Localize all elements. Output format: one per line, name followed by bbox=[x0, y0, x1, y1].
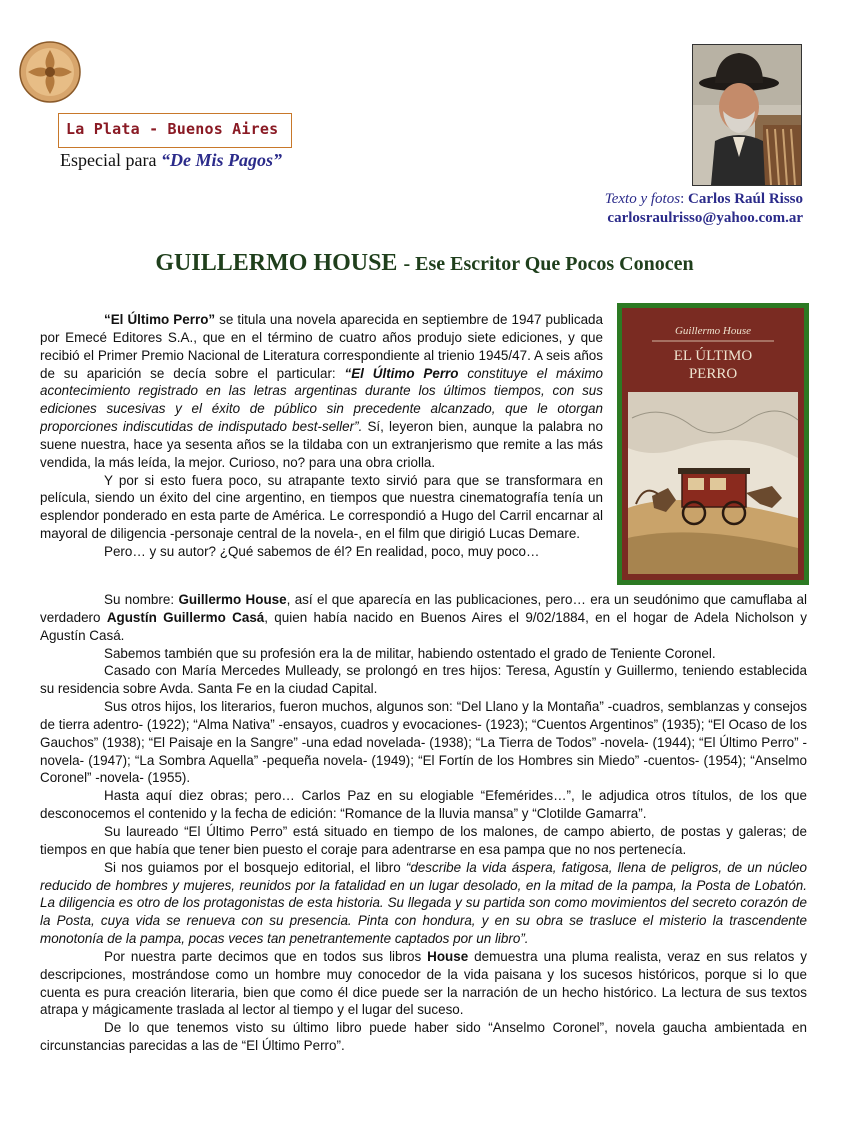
title-main: GUILLERMO HOUSE bbox=[155, 250, 398, 276]
book-cover-title-line1: EL ÚLTIMO bbox=[673, 348, 753, 364]
house-bold: House bbox=[427, 948, 469, 964]
p1-quote: constituye el máximo acontecimiento registrado en las letras argentinas durante los últimos tiempos, con sus ediciones sucesivas y el éxito de público sin precedente alcanzado, que le otorgan proporciones indiscutidas de indisputado best-seller”. bbox=[40, 365, 604, 435]
author-photo bbox=[692, 44, 802, 186]
p1-text-end: Sí, leyeron bien, aunque la palabra no suene nuestra, hace ya sesenta años se la tildaba con un extranjerismo que remite a las más vendida, la más leída, la mejor. Curioso, no? para una obra criolla. bbox=[40, 419, 603, 470]
paragraph-4 bbox=[40, 591, 807, 645]
book-cover-title-line2: PERRO bbox=[688, 366, 738, 382]
paragraph-12: De lo que tenemos visto su último libro puede haber sido “Anselmo Coronel”, novela gaucha ambientada en circunstancias parecidas a las de “El Último Perro”. bbox=[40, 1020, 807, 1054]
location-label: La Plata - Buenos Aires bbox=[66, 120, 279, 138]
especial-prefix: Especial para bbox=[60, 150, 157, 170]
credit-separator: : bbox=[680, 191, 688, 207]
paragraph-6: Casado con María Mercedes Mulleady, se prolongó en tres hijos: Teresa, Agustín y Guillermo, teniendo establecida su residencia sobre Avda. Santa Fe en la ciudad Capital. bbox=[40, 663, 807, 697]
pseudonym-bold: Guillermo House bbox=[178, 592, 287, 607]
especial-line bbox=[60, 150, 282, 171]
cover-float-spacer bbox=[603, 311, 807, 591]
title-subtitle: - Ese Escritor Que Pocos Conocen bbox=[403, 253, 694, 275]
credit-label: Texto y fotos bbox=[604, 191, 681, 207]
paragraph-9: Su laureado “El Último Perro” está situado en tiempo de los malones, de campo abierto, de postas y galeras; de tiempos en que había que tener bien puesto el coraje para adentrarse en esa pampa que no nos pertenecía. bbox=[40, 823, 807, 857]
p11-text: Por nuestra parte decimos que en todos sus libros bbox=[104, 948, 428, 964]
credits bbox=[605, 190, 803, 228]
p4-text-mid: , así el que aparecía en las publicaciones, pero… era un seudónimo que camuflaba al verdadero bbox=[40, 592, 807, 625]
article-body bbox=[40, 311, 807, 1136]
article-title bbox=[0, 250, 849, 277]
p10-text: Si nos guiamos por el bosquejo editorial, el libro bbox=[104, 859, 406, 875]
author-email: carlosraulrisso@yahoo.com.ar bbox=[607, 210, 803, 226]
paragraph-7: Sus otros hijos, los literarios, fueron muchos, algunos son: “Del Llano y la Montaña” -cuadros, semblanzas y consejos de tierra adentro- (1922); “Alma Nativa” -ensayos, cuadros y evocaciones- (1923); “Cuentos Argentinos” (1935); “El Ocaso de los Gauchos” (1938); “El Paisaje en la Sangre” -una edad novelada- (1938); “La Tierra de Todos” -novela- (1944); “El Último Perro” -novela- (1947); “La Sombra Aquella” -pequeña novela- (1949); “El Fortín de los Hombres sin Miedo” -cuentos- (1954); “Anselmo Coronel” -novela- (1955). bbox=[40, 699, 807, 786]
p11-text-end: demuestra una pluma realista, veraz en sus relatos y descripciones, mostrándose como un hombre muy conocedor de la vida paisana y los sucesos históricos, porque si lo que cuenta es pura creación literaria, bien que como él dice puede ser la narración de un hecho histórico. La lectura de sus textos atrapa y mágicamente traslada al lector al tiempo y el lugar del suceso. bbox=[40, 948, 807, 1018]
paragraph-8: Hasta aquí diez obras; pero… Carlos Paz en su elogiable “Efemérides…”, le adjudica otros títulos, de los que desconocemos el contenido y la fecha de edición: “Romance de la lluvia mansa” y “Clotilde Gamarra”. bbox=[40, 788, 807, 822]
paragraph-11 bbox=[40, 948, 807, 1019]
real-name-bold: Agustín Guillermo Casá bbox=[106, 609, 265, 625]
p10-quote: “describe la vida áspera, fatigosa, llena de peligros, de un núcleo reducido de hombres y mujeres, reunidos por la fatalidad en un lugar desolado, en la mitad de la pampa, la Posta de Lobatón. La diligencia es otro de los protagonistas de esta historia. Su llegada y su partida son como movimientos del secreto corazón de la Posta, cuya vida se renueva con su presencia. Pinta con hondura, y en su obra se trasluce el misterio la trascendente monotonía de la pampa, pocas veces tan penetrantemente captados por un libro”. bbox=[40, 859, 807, 947]
p4-text-end: , quien había nacido en Buenos Aires el 9/02/1884, en el hogar de Adela Nicholson y Agustín Casá. bbox=[40, 609, 807, 643]
publication-name: “De Mis Pagos” bbox=[160, 150, 282, 170]
book-cover-author: Guillermo House bbox=[674, 325, 752, 337]
paragraph-5: Sabemos también que su profesión era la de militar, habiendo ostentado el grado de Teniente Coronel. bbox=[104, 645, 716, 661]
book-title-bold: “El Último Perro” bbox=[104, 312, 216, 327]
paragraph-2: Y por si esto fuera poco, su atrapante texto sirvió para que se transformara en película, siendo un éxito del cine argentino, en tiempos que nuestra cinematografía tenía un esplendor ponderado en esta parte de América. Le correspondió a Hugo del Carril encarnar al mayoral de diligencia -personaje central de la novela-, en el film que dirigió Lucas Demare. bbox=[40, 472, 603, 542]
p4-text: Su nombre: bbox=[104, 592, 179, 607]
quote-title-bold: “El Último Perro bbox=[344, 365, 459, 381]
paragraph-3: Pero… y su autor? ¿Qué sabemos de él? En realidad, poco, muy poco… bbox=[104, 543, 540, 559]
author-name: Carlos Raúl Risso bbox=[687, 191, 803, 207]
p1-text: se titula una novela aparecida en septiembre de 1947 publicada por Emecé Editores S.A., que en el término de cuatro años produjo siete ediciones, y que recibió el Primer Premio Nacional de Literatura correspondiente al trienio 1945/47. A seis años de su aparición se decía sobre el particular: bbox=[40, 312, 603, 381]
paragraph-10 bbox=[40, 859, 807, 948]
publication-logo bbox=[18, 40, 82, 104]
credit-line bbox=[605, 190, 803, 209]
